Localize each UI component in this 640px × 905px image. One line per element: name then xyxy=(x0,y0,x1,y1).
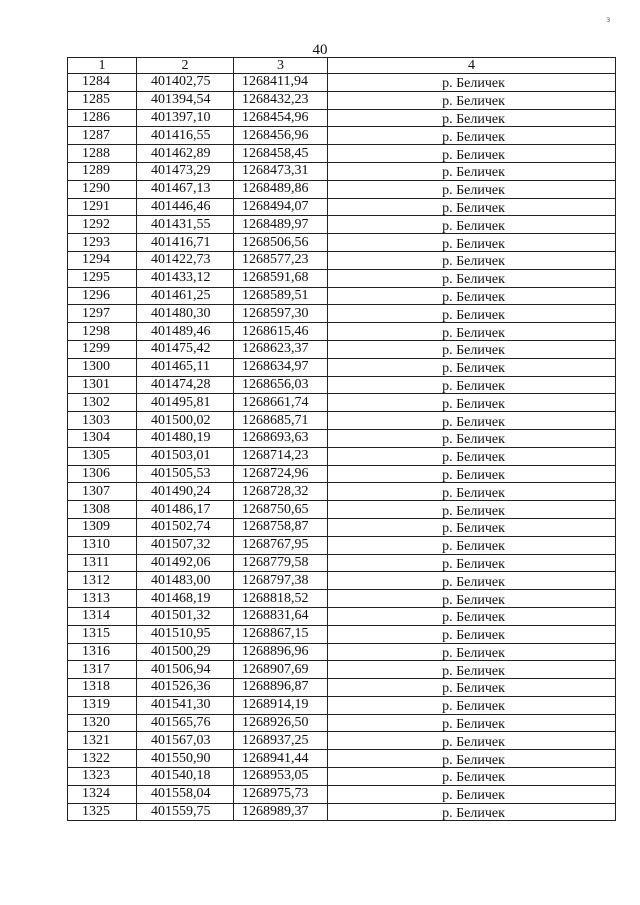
table-row xyxy=(68,234,616,252)
table-row xyxy=(68,323,616,341)
x-coordinate-cell: 401559,75 xyxy=(137,803,234,821)
description-cell xyxy=(328,785,616,803)
point-number-cell: 1284 xyxy=(68,74,137,92)
table-row xyxy=(68,554,616,572)
description-text: р. Беличек xyxy=(442,94,505,110)
description-text: р. Беличек xyxy=(442,432,505,448)
x-coordinate-cell: 401500,29 xyxy=(137,643,234,661)
description-text: р. Беличек xyxy=(442,485,505,501)
description-text: р. Беличек xyxy=(442,272,505,288)
description-cell xyxy=(328,287,616,305)
description-text: р. Беличек xyxy=(442,574,505,590)
x-coordinate-cell: 401565,76 xyxy=(137,714,234,732)
column-header-3: 3 xyxy=(234,58,328,74)
description-cell xyxy=(328,145,616,163)
description-text: р. Беличек xyxy=(442,556,505,572)
description-text: р. Беличек xyxy=(442,788,505,804)
point-number-cell: 1287 xyxy=(68,127,137,145)
description-cell xyxy=(328,643,616,661)
description-cell xyxy=(328,358,616,376)
description-cell xyxy=(328,447,616,465)
y-coordinate-cell: 1268797,38 xyxy=(234,572,328,590)
description-cell xyxy=(328,536,616,554)
description-cell xyxy=(328,91,616,109)
y-coordinate-cell: 1268489,86 xyxy=(234,180,328,198)
x-coordinate-cell: 401446,46 xyxy=(137,198,234,216)
x-coordinate-cell: 401505,53 xyxy=(137,465,234,483)
y-coordinate-cell: 1268591,68 xyxy=(234,269,328,287)
point-number-cell: 1301 xyxy=(68,376,137,394)
table-row xyxy=(68,732,616,750)
table-row xyxy=(68,269,616,287)
point-number-cell: 1321 xyxy=(68,732,137,750)
table-row xyxy=(68,590,616,608)
point-number-cell: 1325 xyxy=(68,803,137,821)
point-number-cell: 1293 xyxy=(68,234,137,252)
coordinates-table xyxy=(67,57,616,821)
table-row xyxy=(68,109,616,127)
description-text: р. Беличек xyxy=(442,200,505,216)
y-coordinate-cell: 1268473,31 xyxy=(234,162,328,180)
point-number-cell: 1315 xyxy=(68,625,137,643)
y-coordinate-cell: 1268941,44 xyxy=(234,750,328,768)
point-number-cell: 1324 xyxy=(68,785,137,803)
y-coordinate-cell: 1268728,32 xyxy=(234,483,328,501)
point-number-cell: 1290 xyxy=(68,180,137,198)
x-coordinate-cell: 401473,29 xyxy=(137,162,234,180)
table-row xyxy=(68,643,616,661)
description-cell xyxy=(328,572,616,590)
y-coordinate-cell: 1268867,15 xyxy=(234,625,328,643)
description-cell xyxy=(328,501,616,519)
x-coordinate-cell: 401480,30 xyxy=(137,305,234,323)
page-number: 40 xyxy=(312,42,328,58)
table-header-row xyxy=(68,58,616,74)
point-number-cell: 1306 xyxy=(68,465,137,483)
table-row xyxy=(68,536,616,554)
y-coordinate-cell: 1268615,46 xyxy=(234,323,328,341)
point-number-cell: 1296 xyxy=(68,287,137,305)
y-coordinate-cell: 1268661,74 xyxy=(234,394,328,412)
description-cell xyxy=(328,483,616,501)
description-cell xyxy=(328,340,616,358)
description-text: р. Беличек xyxy=(442,717,505,732)
description-cell xyxy=(328,127,616,145)
description-cell xyxy=(328,518,616,536)
point-number-cell: 1299 xyxy=(68,340,137,358)
point-number-cell: 1319 xyxy=(68,696,137,714)
x-coordinate-cell: 401541,30 xyxy=(137,696,234,714)
description-cell xyxy=(328,750,616,768)
column-header-2: 2 xyxy=(137,58,234,74)
table-row xyxy=(68,305,616,323)
table-row xyxy=(68,696,616,714)
y-coordinate-cell: 1268779,58 xyxy=(234,554,328,572)
y-coordinate-cell: 1268953,05 xyxy=(234,768,328,786)
table-row xyxy=(68,572,616,590)
y-coordinate-cell: 1268458,45 xyxy=(234,145,328,163)
point-number-cell: 1291 xyxy=(68,198,137,216)
table-row xyxy=(68,483,616,501)
y-coordinate-cell: 1268656,03 xyxy=(234,376,328,394)
table-row xyxy=(68,358,616,376)
y-coordinate-cell: 1268589,51 xyxy=(234,287,328,305)
point-number-cell: 1298 xyxy=(68,323,137,341)
x-coordinate-cell: 401506,94 xyxy=(137,661,234,679)
y-coordinate-cell: 1268411,94 xyxy=(234,74,328,92)
description-cell xyxy=(328,251,616,269)
point-number-cell: 1295 xyxy=(68,269,137,287)
x-coordinate-cell: 401490,24 xyxy=(137,483,234,501)
x-coordinate-cell: 401402,75 xyxy=(137,74,234,92)
description-cell xyxy=(328,394,616,412)
x-coordinate-cell: 401480,19 xyxy=(137,429,234,447)
x-coordinate-cell: 401503,01 xyxy=(137,447,234,465)
description-text: р. Беличек xyxy=(442,111,505,127)
point-number-cell: 1305 xyxy=(68,447,137,465)
point-number-cell: 1318 xyxy=(68,679,137,697)
x-coordinate-cell: 401495,81 xyxy=(137,394,234,412)
table-row xyxy=(68,162,616,180)
table-row xyxy=(68,501,616,519)
point-number-cell: 1309 xyxy=(68,518,137,536)
table-row xyxy=(68,412,616,430)
x-coordinate-cell: 401558,04 xyxy=(137,785,234,803)
y-coordinate-cell: 1268989,37 xyxy=(234,803,328,821)
description-text: р. Беличек xyxy=(442,378,505,394)
x-coordinate-cell: 401540,18 xyxy=(137,768,234,786)
y-coordinate-cell: 1268577,23 xyxy=(234,251,328,269)
description-text: р. Беличек xyxy=(442,610,505,626)
point-number-cell: 1286 xyxy=(68,109,137,127)
description-cell xyxy=(328,803,616,821)
x-coordinate-cell: 401433,12 xyxy=(137,269,234,287)
y-coordinate-cell: 1268685,71 xyxy=(234,412,328,430)
description-cell xyxy=(328,74,616,92)
description-text: р. Беличек xyxy=(442,307,505,323)
point-number-cell: 1300 xyxy=(68,358,137,376)
description-cell xyxy=(328,696,616,714)
y-coordinate-cell: 1268724,96 xyxy=(234,465,328,483)
table-row xyxy=(68,198,616,216)
x-coordinate-cell: 401474,28 xyxy=(137,376,234,394)
point-number-cell: 1323 xyxy=(68,768,137,786)
description-text: р. Беличек xyxy=(442,806,505,821)
description-cell xyxy=(328,554,616,572)
x-coordinate-cell: 401510,95 xyxy=(137,625,234,643)
point-number-cell: 1292 xyxy=(68,216,137,234)
y-coordinate-cell: 1268975,73 xyxy=(234,785,328,803)
description-cell xyxy=(328,429,616,447)
description-cell xyxy=(328,732,616,750)
point-number-cell: 1294 xyxy=(68,251,137,269)
point-number-cell: 1288 xyxy=(68,145,137,163)
table-row xyxy=(68,74,616,92)
point-number-cell: 1303 xyxy=(68,412,137,430)
point-number-cell: 1308 xyxy=(68,501,137,519)
x-coordinate-cell: 401468,19 xyxy=(137,590,234,608)
description-cell xyxy=(328,679,616,697)
x-coordinate-cell: 401431,55 xyxy=(137,216,234,234)
y-coordinate-cell: 1268693,63 xyxy=(234,429,328,447)
table-row xyxy=(68,714,616,732)
description-cell xyxy=(328,376,616,394)
x-coordinate-cell: 401461,25 xyxy=(137,287,234,305)
description-cell xyxy=(328,661,616,679)
table-row xyxy=(68,661,616,679)
description-text: р. Беличек xyxy=(442,76,505,92)
description-text: р. Беличек xyxy=(442,343,505,359)
point-number-cell: 1322 xyxy=(68,750,137,768)
x-coordinate-cell: 401507,32 xyxy=(137,536,234,554)
point-number-cell: 1314 xyxy=(68,607,137,625)
table-body xyxy=(68,74,616,821)
x-coordinate-cell: 401492,06 xyxy=(137,554,234,572)
table-row xyxy=(68,607,616,625)
table-row xyxy=(68,447,616,465)
description-cell xyxy=(328,162,616,180)
description-text: р. Беличек xyxy=(442,218,505,234)
y-coordinate-cell: 1268937,25 xyxy=(234,732,328,750)
point-number-cell: 1307 xyxy=(68,483,137,501)
table-row xyxy=(68,750,616,768)
description-text: р. Беличек xyxy=(442,129,505,145)
table-row xyxy=(68,465,616,483)
y-coordinate-cell: 1268767,95 xyxy=(234,536,328,554)
y-coordinate-cell: 1268623,37 xyxy=(234,340,328,358)
y-coordinate-cell: 1268831,64 xyxy=(234,607,328,625)
description-text: р. Беличек xyxy=(442,521,505,537)
point-number-cell: 1310 xyxy=(68,536,137,554)
point-number-cell: 1302 xyxy=(68,394,137,412)
description-text: р. Беличек xyxy=(442,183,505,199)
y-coordinate-cell: 1268597,30 xyxy=(234,305,328,323)
point-number-cell: 1297 xyxy=(68,305,137,323)
x-coordinate-cell: 401465,11 xyxy=(137,358,234,376)
description-cell xyxy=(328,198,616,216)
description-text: р. Беличек xyxy=(442,628,505,643)
description-cell xyxy=(328,216,616,234)
x-coordinate-cell: 401416,55 xyxy=(137,127,234,145)
x-coordinate-cell: 401526,36 xyxy=(137,679,234,697)
description-text: р. Беличек xyxy=(442,414,505,430)
x-coordinate-cell: 401462,89 xyxy=(137,145,234,163)
description-text: р. Беличек xyxy=(442,165,505,181)
description-text: р. Беличек xyxy=(442,236,505,252)
table-row xyxy=(68,376,616,394)
description-text: р. Беличек xyxy=(442,254,505,270)
y-coordinate-cell: 1268914,19 xyxy=(234,696,328,714)
y-coordinate-cell: 1268506,56 xyxy=(234,234,328,252)
point-number-cell: 1289 xyxy=(68,162,137,180)
y-coordinate-cell: 1268432,23 xyxy=(234,91,328,109)
column-header-4: 4 xyxy=(328,58,616,74)
coordinates-table-container xyxy=(67,57,616,821)
description-cell xyxy=(328,768,616,786)
description-cell xyxy=(328,607,616,625)
table-row xyxy=(68,768,616,786)
y-coordinate-cell: 1268926,50 xyxy=(234,714,328,732)
table-row xyxy=(68,91,616,109)
x-coordinate-cell: 401486,17 xyxy=(137,501,234,519)
description-cell xyxy=(328,180,616,198)
point-number-cell: 1285 xyxy=(68,91,137,109)
y-coordinate-cell: 1268758,87 xyxy=(234,518,328,536)
x-coordinate-cell: 401489,46 xyxy=(137,323,234,341)
y-coordinate-cell: 1268456,96 xyxy=(234,127,328,145)
description-text: р. Беличек xyxy=(442,663,505,679)
point-number-cell: 1313 xyxy=(68,590,137,608)
description-text: р. Беличек xyxy=(442,450,505,466)
x-coordinate-cell: 401422,73 xyxy=(137,251,234,269)
table-row xyxy=(68,340,616,358)
y-coordinate-cell: 1268907,69 xyxy=(234,661,328,679)
table-row xyxy=(68,803,616,821)
table-row xyxy=(68,679,616,697)
table-row xyxy=(68,216,616,234)
x-coordinate-cell: 401475,42 xyxy=(137,340,234,358)
x-coordinate-cell: 401500,02 xyxy=(137,412,234,430)
table-row xyxy=(68,287,616,305)
description-text: р. Беличек xyxy=(442,734,505,750)
y-coordinate-cell: 1268896,96 xyxy=(234,643,328,661)
description-cell xyxy=(328,323,616,341)
table-row xyxy=(68,180,616,198)
description-text: р. Беличек xyxy=(442,503,505,519)
description-text: р. Беличек xyxy=(442,681,505,697)
column-header-1: 1 xyxy=(68,58,137,74)
point-number-cell: 1304 xyxy=(68,429,137,447)
description-cell xyxy=(328,269,616,287)
y-coordinate-cell: 1268494,07 xyxy=(234,198,328,216)
table-row xyxy=(68,394,616,412)
description-text: р. Беличек xyxy=(442,396,505,412)
table-row xyxy=(68,785,616,803)
y-coordinate-cell: 1268634,97 xyxy=(234,358,328,376)
description-cell xyxy=(328,590,616,608)
y-coordinate-cell: 1268714,23 xyxy=(234,447,328,465)
description-text: р. Беличек xyxy=(442,361,505,377)
description-text: р. Беличек xyxy=(442,325,505,341)
y-coordinate-cell: 1268750,65 xyxy=(234,501,328,519)
x-coordinate-cell: 401502,74 xyxy=(137,518,234,536)
point-number-cell: 1311 xyxy=(68,554,137,572)
point-number-cell: 1316 xyxy=(68,643,137,661)
description-text: р. Беличек xyxy=(442,539,505,555)
table-row xyxy=(68,145,616,163)
description-text: р. Беличек xyxy=(442,699,505,715)
point-number-cell: 1317 xyxy=(68,661,137,679)
x-coordinate-cell: 401501,32 xyxy=(137,607,234,625)
description-text: р. Беличек xyxy=(442,752,505,768)
description-cell xyxy=(328,465,616,483)
x-coordinate-cell: 401394,54 xyxy=(137,91,234,109)
description-text: р. Беличек xyxy=(442,147,505,163)
description-cell xyxy=(328,109,616,127)
x-coordinate-cell: 401483,00 xyxy=(137,572,234,590)
description-text: р. Беличек xyxy=(442,592,505,608)
x-coordinate-cell: 401397,10 xyxy=(137,109,234,127)
x-coordinate-cell: 401550,90 xyxy=(137,750,234,768)
table-row xyxy=(68,127,616,145)
description-text: р. Беличек xyxy=(442,770,505,786)
x-coordinate-cell: 401467,13 xyxy=(137,180,234,198)
x-coordinate-cell: 401416,71 xyxy=(137,234,234,252)
y-coordinate-cell: 1268818,52 xyxy=(234,590,328,608)
table-row xyxy=(68,251,616,269)
description-text: р. Беличек xyxy=(442,289,505,305)
point-number-cell: 1312 xyxy=(68,572,137,590)
description-cell xyxy=(328,714,616,732)
table-row xyxy=(68,429,616,447)
corner-mark: з xyxy=(606,14,610,24)
y-coordinate-cell: 1268489,97 xyxy=(234,216,328,234)
table-row xyxy=(68,518,616,536)
description-text: р. Беличек xyxy=(442,467,505,483)
description-cell xyxy=(328,412,616,430)
description-cell xyxy=(328,234,616,252)
y-coordinate-cell: 1268896,87 xyxy=(234,679,328,697)
x-coordinate-cell: 401567,03 xyxy=(137,732,234,750)
point-number-cell: 1320 xyxy=(68,714,137,732)
description-cell xyxy=(328,305,616,323)
y-coordinate-cell: 1268454,96 xyxy=(234,109,328,127)
description-text: р. Беличек xyxy=(442,645,505,661)
table-row xyxy=(68,625,616,643)
description-cell xyxy=(328,625,616,643)
